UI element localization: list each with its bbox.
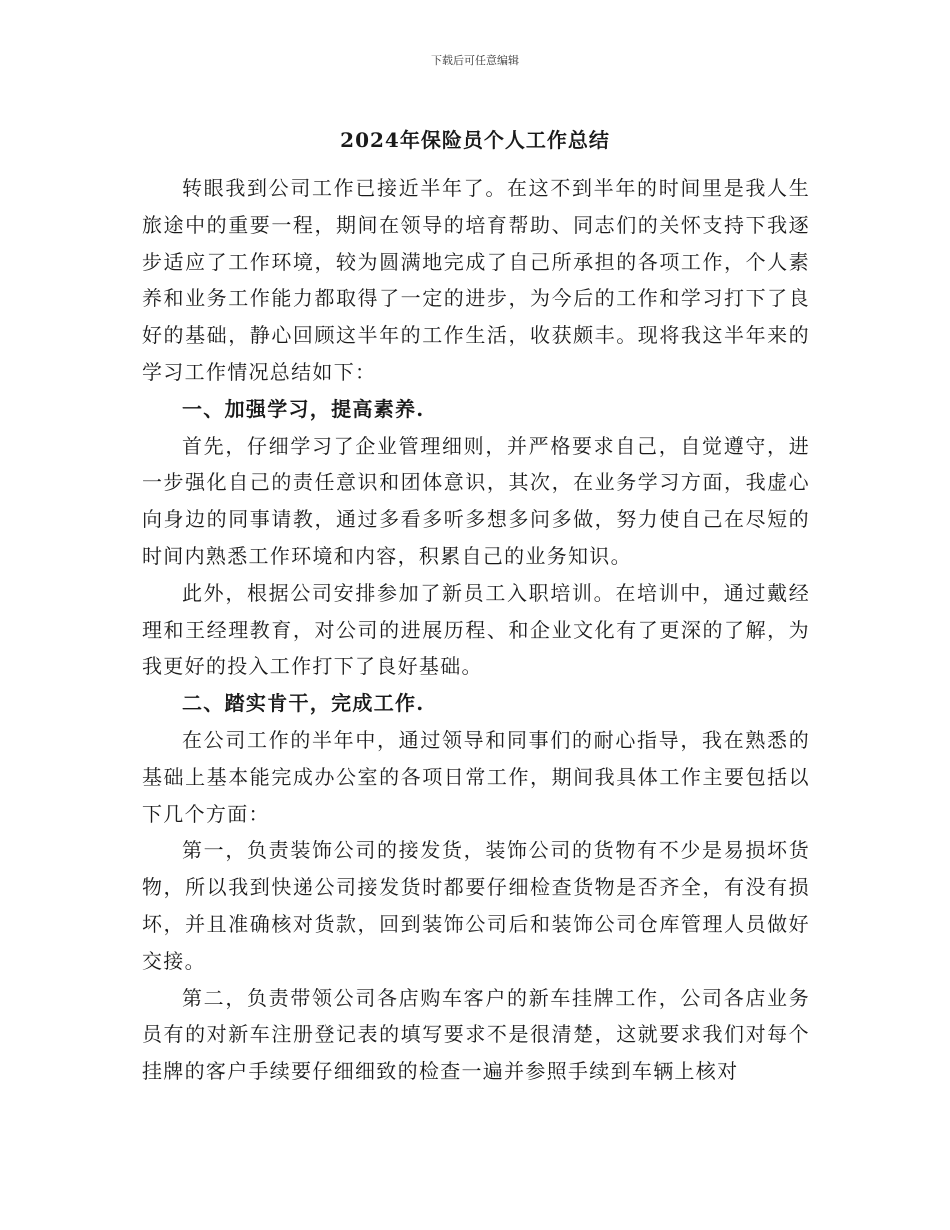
paragraph: 第一，负责装饰公司的接发货，装饰公司的货物有不少是易损坏货物，所以我到快递公司接发货时都要仔细检查货物是否齐全，有没有损坏，并且准确核对货款，回到装饰公司后和装饰公司仓库管理人员做好交接。	[142, 838, 810, 973]
paragraph: 在公司工作的半年中，通过领导和同事们的耐心指导，我在熟悉的基础上基本能完成办公室的各项日常工作，期间我具体工作主要包括以下几个方面：	[142, 727, 810, 826]
paragraph: 第二，负责带领公司各店购车客户的新车挂牌工作，公司各店业务员有的对新车注册登记表的填写要求不是很清楚，这就要求我们对每个挂牌的客户手续要仔细细致的检查一遍并参照手续到车辆上核对	[142, 985, 810, 1084]
paragraph: 此外，根据公司安排参加了新员工入职培训。在培训中，通过戴经理和王经理教育，对公司的进展历程、和企业文化有了更深的了解，为我更好的投入工作打下了良好基础。	[142, 580, 810, 679]
paragraph-intro: 转眼我到公司工作已接近半年了。在这不到半年的时间里是我人生旅途中的重要一程，期间在领导的培育帮助、同志们的关怀支持下我逐步适应了工作环境，较为圆满地完成了自己所承担的各项工作，个人素养和业务工作能力都取得了一定的进步，为今后的工作和学习打下了良好的基础，静心回顾这半年的工作生活，收获颇丰。现将我这半年来的学习工作情况总结如下：	[142, 176, 810, 384]
document-body	[142, 170, 810, 1090]
header-note: 下载后可任意编辑	[431, 54, 519, 67]
section-heading-1: 一、加强学习，提高素养.	[182, 396, 425, 421]
document-title: 2024年保险员个人工作总结	[340, 128, 610, 152]
paragraph: 首先，仔细学习了企业管理细则，并严格要求自己，自觉遵守，进一步强化自己的责任意识和团体意识，其次，在业务学习方面，我虚心向身边的同事请教，通过多看多听多想多问多做，努力使自己在尽短的时间内熟悉工作环境和内容，积累自己的业务知识。	[142, 433, 810, 568]
section-heading-2: 二、踏实肯干，完成工作.	[182, 691, 425, 716]
